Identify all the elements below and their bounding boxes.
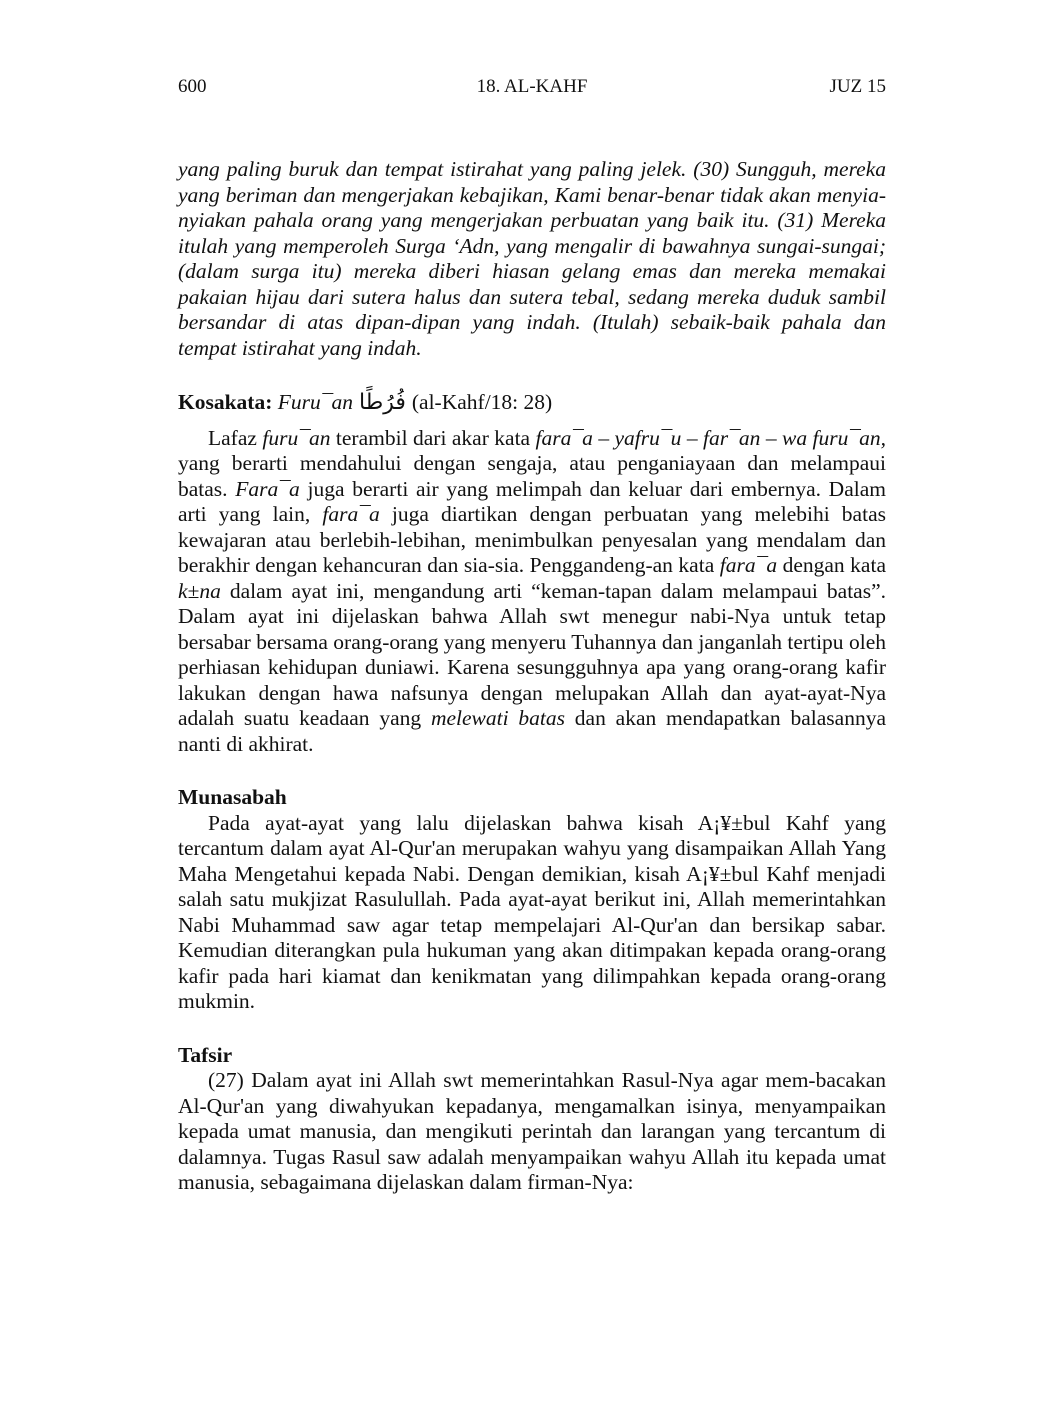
text-run: dalam ayat ini, mengandung arti “keman-tapan dalam melampaui batas”. Dalam ayat ini dijelaskan bahwa Allah swt menegur nabi-Nya untuk tetap bersabar bersama orang-orang yang menyeru Tuhannya dan janganlah tertipu oleh perhiasan kehidupan duniawi. Karena sesungguhnya apa yang orang-orang kafir lakukan dengan hawa nafsunya dengan melupakan Allah dan ayat-ayat-Nya adalah suatu keadaan yang <box>178 578 886 730</box>
text-run: yang berarti mendahului dengan sengaja, atau penganiayaan dan melampaui batas. <box>178 451 886 501</box>
tafsir-title: Tafsir <box>178 1042 233 1067</box>
page-header <box>178 76 886 102</box>
surah-title: 18. AL-KAHF <box>476 76 588 97</box>
tafsir-text: (27) Dalam ayat ini Allah swt memerintahkan Rasul-Nya agar mem-bacakan Al-Qur'an yang diwahyukan kepadanya, mengamalkan isinya, menyampaikan kepada umat manusia, dan mengikuti perintah dan larangan yang tercantum di dalamnya. Tugas Rasul saw adalah menyampaikan wahyu Allah itu kepada umat manusia, sebagaimana dijelaskan dalam firman-Nya: <box>178 1068 886 1194</box>
kosakata-heading <box>178 390 886 416</box>
term-run: Fara¯a <box>235 476 300 501</box>
translation-text: yang paling buruk dan tempat istirahat yang paling jelek. (30) Sungguh, mereka yang beriman dan mengerjakan kebajikan, Kami benar-benar tidak akan menyia-nyiakan pahala orang yang mengerjakan perbuatan yang baik itu. (31) Mereka itulah yang memperoleh Surga ‘Adn, yang mengalir di bawahnya sungai-sungai; (dalam surga itu) mereka diberi hiasan gelang emas dan mereka memakai pakaian hijau dari sutera halus dan sutera tebal, sedang mereka duduk sambil bersandar di atas dipan-dipan yang indah. (Itulah) sebaik-baik pahala dan tempat istirahat yang indah. <box>178 157 886 360</box>
juz-label: JUZ 15 <box>829 76 886 97</box>
page-number: 600 <box>178 76 207 97</box>
munasabah-text: Pada ayat-ayat yang lalu dijelaskan bahwa kisah A¡¥±bul Kahf yang tercantum dalam ayat Al-Qur'an merupakan wahyu yang disampaikan Allah Yang Maha Mengetahui kepada Nabi. Dengan demikian, kisah A¡¥±bul Kahf menjadi salah satu mukjizat Rasulullah. Pada ayat-ayat berikut ini, Allah memerintahkan Nabi Muhammad saw agar tetap mempelajari Al-Qur'an dan bersikap sabar. Kemudian diterangkan pula hukuman yang akan ditimpakan kepada orang-orang kafir pada hari kiamat dan kenikmatan yang dilimpahkan kepada orang-orang mukmin. <box>178 810 886 1013</box>
text-run: Lafaz <box>208 425 263 450</box>
term-run: fara¯a <box>719 553 778 577</box>
arabic-term: فُرُطًا <box>359 390 406 415</box>
term-run: melewati batas <box>430 706 565 730</box>
kosakata-paragraph <box>178 426 886 758</box>
kosakata-label: Kosakata: <box>178 390 273 414</box>
term-run: furu¯an <box>262 425 331 450</box>
kosakata-reference: (al-Kahf/18: 28) <box>411 390 553 414</box>
term-run: fara¯a <box>322 502 380 526</box>
text-run: terambil dari akar kata <box>330 425 536 450</box>
text-run: dan akan mendapatkan balasannya nanti di akhirat. <box>178 706 886 756</box>
text-run: dengan kata <box>777 553 886 577</box>
text-run: juga diartikan dengan perbuatan yang melebihi batas kewajaran atau berlebih-lebihan, menimbulkan penyesalan yang mendalam dan berakhir dengan kehancuran dan sia-sia. Penggandeng-an kata <box>178 502 886 577</box>
page-content <box>178 157 886 1196</box>
term-run: fara¯a – yafru¯u – far¯an – wa furu¯an, <box>535 425 887 450</box>
text-run: juga berarti air yang melimpah dan keluar dari embernya. Dalam arti yang lain, <box>178 476 886 526</box>
munasabah-title: Munasabah <box>178 785 287 809</box>
kosakata-term: Furu¯an <box>277 390 353 414</box>
term-run: k±na <box>178 578 221 603</box>
